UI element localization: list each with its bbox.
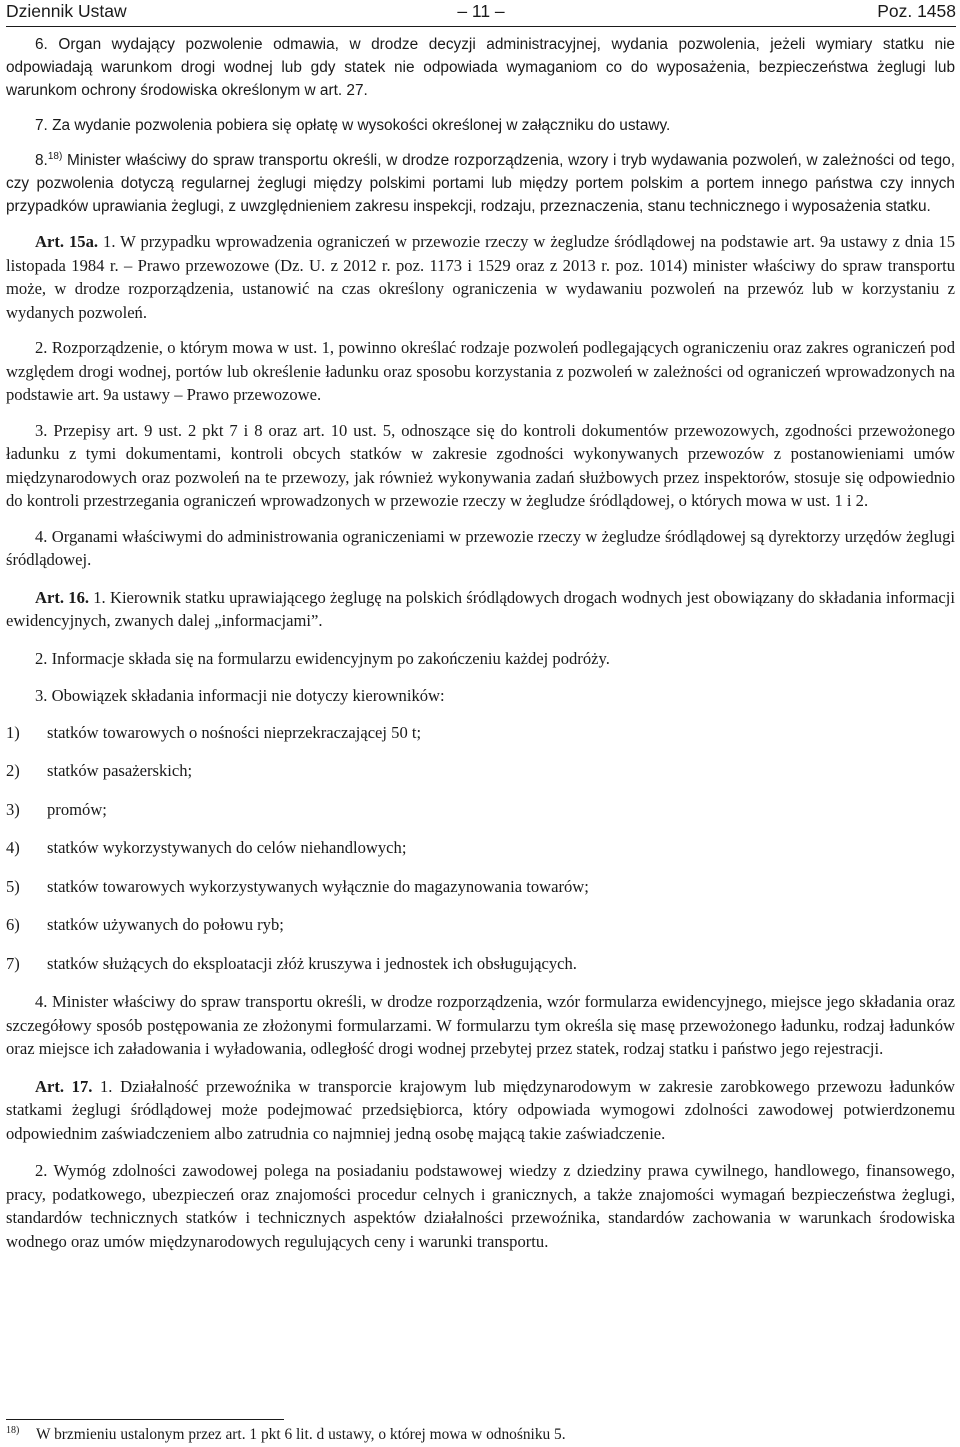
paragraph-8-text: Minister właściwy do spraw transportu określi, w drodze rozporządzenia, wzory i tryb wydawania pozwoleń, w zależności od tego, czy pozwolenia dotyczą regularnej żeglugi między polskimi portami lub między portem polskim a portem innego państwa czy innych przypadków uprawiania żeglugi, z uwzględnieniem zakresu inspekcji, rodzaju, przeznaczenia, stanu technicznego i wyposażenia statku.	[6, 152, 955, 215]
list-item	[6, 913, 955, 937]
page-header	[6, 0, 956, 26]
paragraph-8	[6, 149, 955, 218]
list-item	[6, 875, 955, 899]
list-item	[6, 798, 955, 822]
article-16-section-4: 4. Minister właściwy do spraw transportu określi, w drodze rozporządzenia, wzór formularza ewidencyjnego, miejsce jego składania oraz szczegółowy sposób postępowania ze złożonymi formularzami. W formularzu tym określa się masę przewożonego ładunku, rodzaj ładunków oraz miejsce ich załadowania i wyładowania, odległość drogi wodnej przebytej przez statek, rodzaj statku i państwo jego rejestracji.	[6, 992, 955, 1058]
article-16-section-1-text: 1. Kierownik statku uprawiającego żeglugę na polskich śródlądowych drogach wodnych jest obowiązany do składania informacji ewidencyjnych, zwanych dalej „informacjami”.	[6, 587, 955, 630]
article-16-section-2: 2. Informacje składa się na formularzu ewidencyjnym po zakończeniu każdej podróży.	[35, 648, 610, 668]
list-item-text: statków towarowych o nośności nieprzekraczającej 50 t;	[47, 722, 422, 742]
list-item	[6, 721, 955, 745]
list-item-number: 5)	[6, 876, 20, 896]
article-15a-section-1	[6, 230, 955, 324]
header-divider	[6, 26, 956, 27]
footnote-reference: 18)	[47, 151, 63, 162]
article-15a-section-3: 3. Przepisy art. 9 ust. 2 pkt 7 i 8 oraz art. 10 ust. 5, odnoszące się do kontroli dokumentów przewozowych, zgodności przewożonego ładunku z tymi dokumentami, kontroli obcych statków w zakresie zgodności wykonywanych przewozów z postanowieniami umów międzynarodowych oraz pozwoleń na te przewozy, jak również wykonywania zadań służbowych przez inspektorów, stosuje się odpowiednio do kontroli przestrzegania ograniczeń wprowadzonych w przewozie rzeczy w żegludze śródlądowej, o których mowa w ust. 1 i 2.	[6, 420, 955, 510]
list-item-text: statków towarowych wykorzystywanych wyłącznie do magazynowania towarów;	[47, 876, 589, 896]
list-item-text: statków pasażerskich;	[47, 761, 193, 780]
list-item	[6, 759, 955, 783]
article-17-section-1	[6, 1075, 955, 1146]
paragraph-6: 6. Organ wydający pozwolenie odmawia, w drodze decyzji administracyjnej, wydania pozwolenia, jeżeli wymiary statku nie odpowiadają warunkom drogi wodnej lub gdy statek nie odpowiada wymaganiom co do wyposażenia, bezpieczeństwa żeglugi lub warunkom ochrony środowiska określonym w art. 27.	[6, 36, 955, 99]
list-item	[6, 952, 955, 976]
list-item-text: statków używanych do połowu ryb;	[47, 915, 284, 934]
list-item	[6, 836, 955, 860]
list-item-number: 4)	[6, 838, 20, 857]
article-15a-label: Art. 15a.	[35, 232, 99, 251]
exemption-list	[6, 721, 955, 976]
footnote-mark: 18)	[6, 1425, 20, 1436]
list-item-number: 7)	[6, 953, 20, 973]
list-item-number: 2)	[6, 761, 20, 780]
article-15a-section-4: 4. Organami właściwymi do administrowania ograniczeniami w przewozie rzeczy w żegludze śródlądowej są dyrektorzy urzędów żeglugi śródlądowej.	[6, 526, 955, 569]
footnote-text: W brzmieniu ustalonym przez art. 1 pkt 6 lit. d ustawy, o której mowa w odnośniku 5.	[36, 1426, 566, 1443]
journal-title: Dziennik Ustaw	[6, 1, 127, 21]
list-item-text: promów;	[47, 799, 107, 819]
article-15a-section-1-text: 1. W przypadku wprowadzenia ograniczeń w przewozie rzeczy w żegludze śródlądowej na podstawie art. 9a ustawy z dnia 15 listopada 1984 r. – Prawo przewozowe (Dz. U. z 2012 r. poz. 1173 i 1529 oraz z 2013 r. poz. 1014) minister właściwy do spraw transportu może, w drodze rozporządzenia, ustanowić na czas określony ograniczenia w wydawaniu pozwoleń na przewóz lub w korzystaniu z wydanych pozwoleń.	[6, 232, 955, 322]
list-item-number: 3)	[6, 799, 20, 819]
footnote-divider	[6, 1419, 284, 1420]
quoted-provisions	[6, 33, 955, 218]
list-item-text: statków wykorzystywanych do celów niehandlowych;	[47, 838, 407, 857]
document-body	[6, 33, 955, 1253]
article-17-label: Art. 17.	[35, 1076, 93, 1096]
list-item-number: 6)	[6, 915, 20, 934]
list-item-text: statków służących do eksploatacji złóż kruszywa i jednostek ich obsługujących.	[47, 953, 577, 973]
article-17-section-1-text: 1. Działalność przewoźnika w transporcie krajowym lub międzynarodowym w zakresie zarobkowego przewozu ładunków statkami żeglugi śródlądowej może podejmować przedsiębiorca, który odpowiada wymogowi zdolności zawodowej potwierdzonemu odpowiednim zaświadczeniem albo zatrudnia co najmniej jedną osobę mającą takie zaświadczenie.	[6, 1076, 955, 1143]
article-16-section-3: 3. Obowiązek składania informacji nie dotyczy kierowników:	[35, 686, 445, 705]
article-16-section-1	[6, 586, 955, 633]
list-item-number: 1)	[6, 722, 20, 742]
article-16-label: Art. 16.	[35, 587, 90, 607]
paragraph-7: 7. Za wydanie pozwolenia pobiera się opłatę w wysokości określonej w załączniku do ustawy.	[35, 117, 671, 134]
article-17-section-2: 2. Wymóg zdolności zawodowej polega na posiadaniu podstawowej wiedzy z dziedziny prawa cywilnego, handlowego, finansowego, pracy, podatkowego, ubezpieczeń oraz znajomości procedur celnych i granicznych, a także znajomości wymagań bezpieczeństwa żeglugi, standardów technicznych statków i technicznych aspektów działalności przewoźnika, standardów zachowania w warunkach środowiska wodnego oraz umów międzynarodowych regulujących ceny i warunki transportu.	[6, 1161, 955, 1251]
article-15a-section-2: 2. Rozporządzenie, o którym mowa w ust. 1, powinno określać rodzaje pozwoleń podlegających ograniczeniu oraz zakres ograniczeń pod względem drogi wodnej, portów lub określenie ładunku oraz sposobu korzystania z pozwoleń w zależności od ograniczeń wprowadzonych na podstawie art. 9a ustawy – Prawo przewozowe.	[6, 338, 955, 404]
paragraph-8-number: 8.	[35, 152, 48, 169]
position-number: Poz. 1458	[877, 1, 956, 21]
page-number: – 11 –	[457, 1, 505, 21]
